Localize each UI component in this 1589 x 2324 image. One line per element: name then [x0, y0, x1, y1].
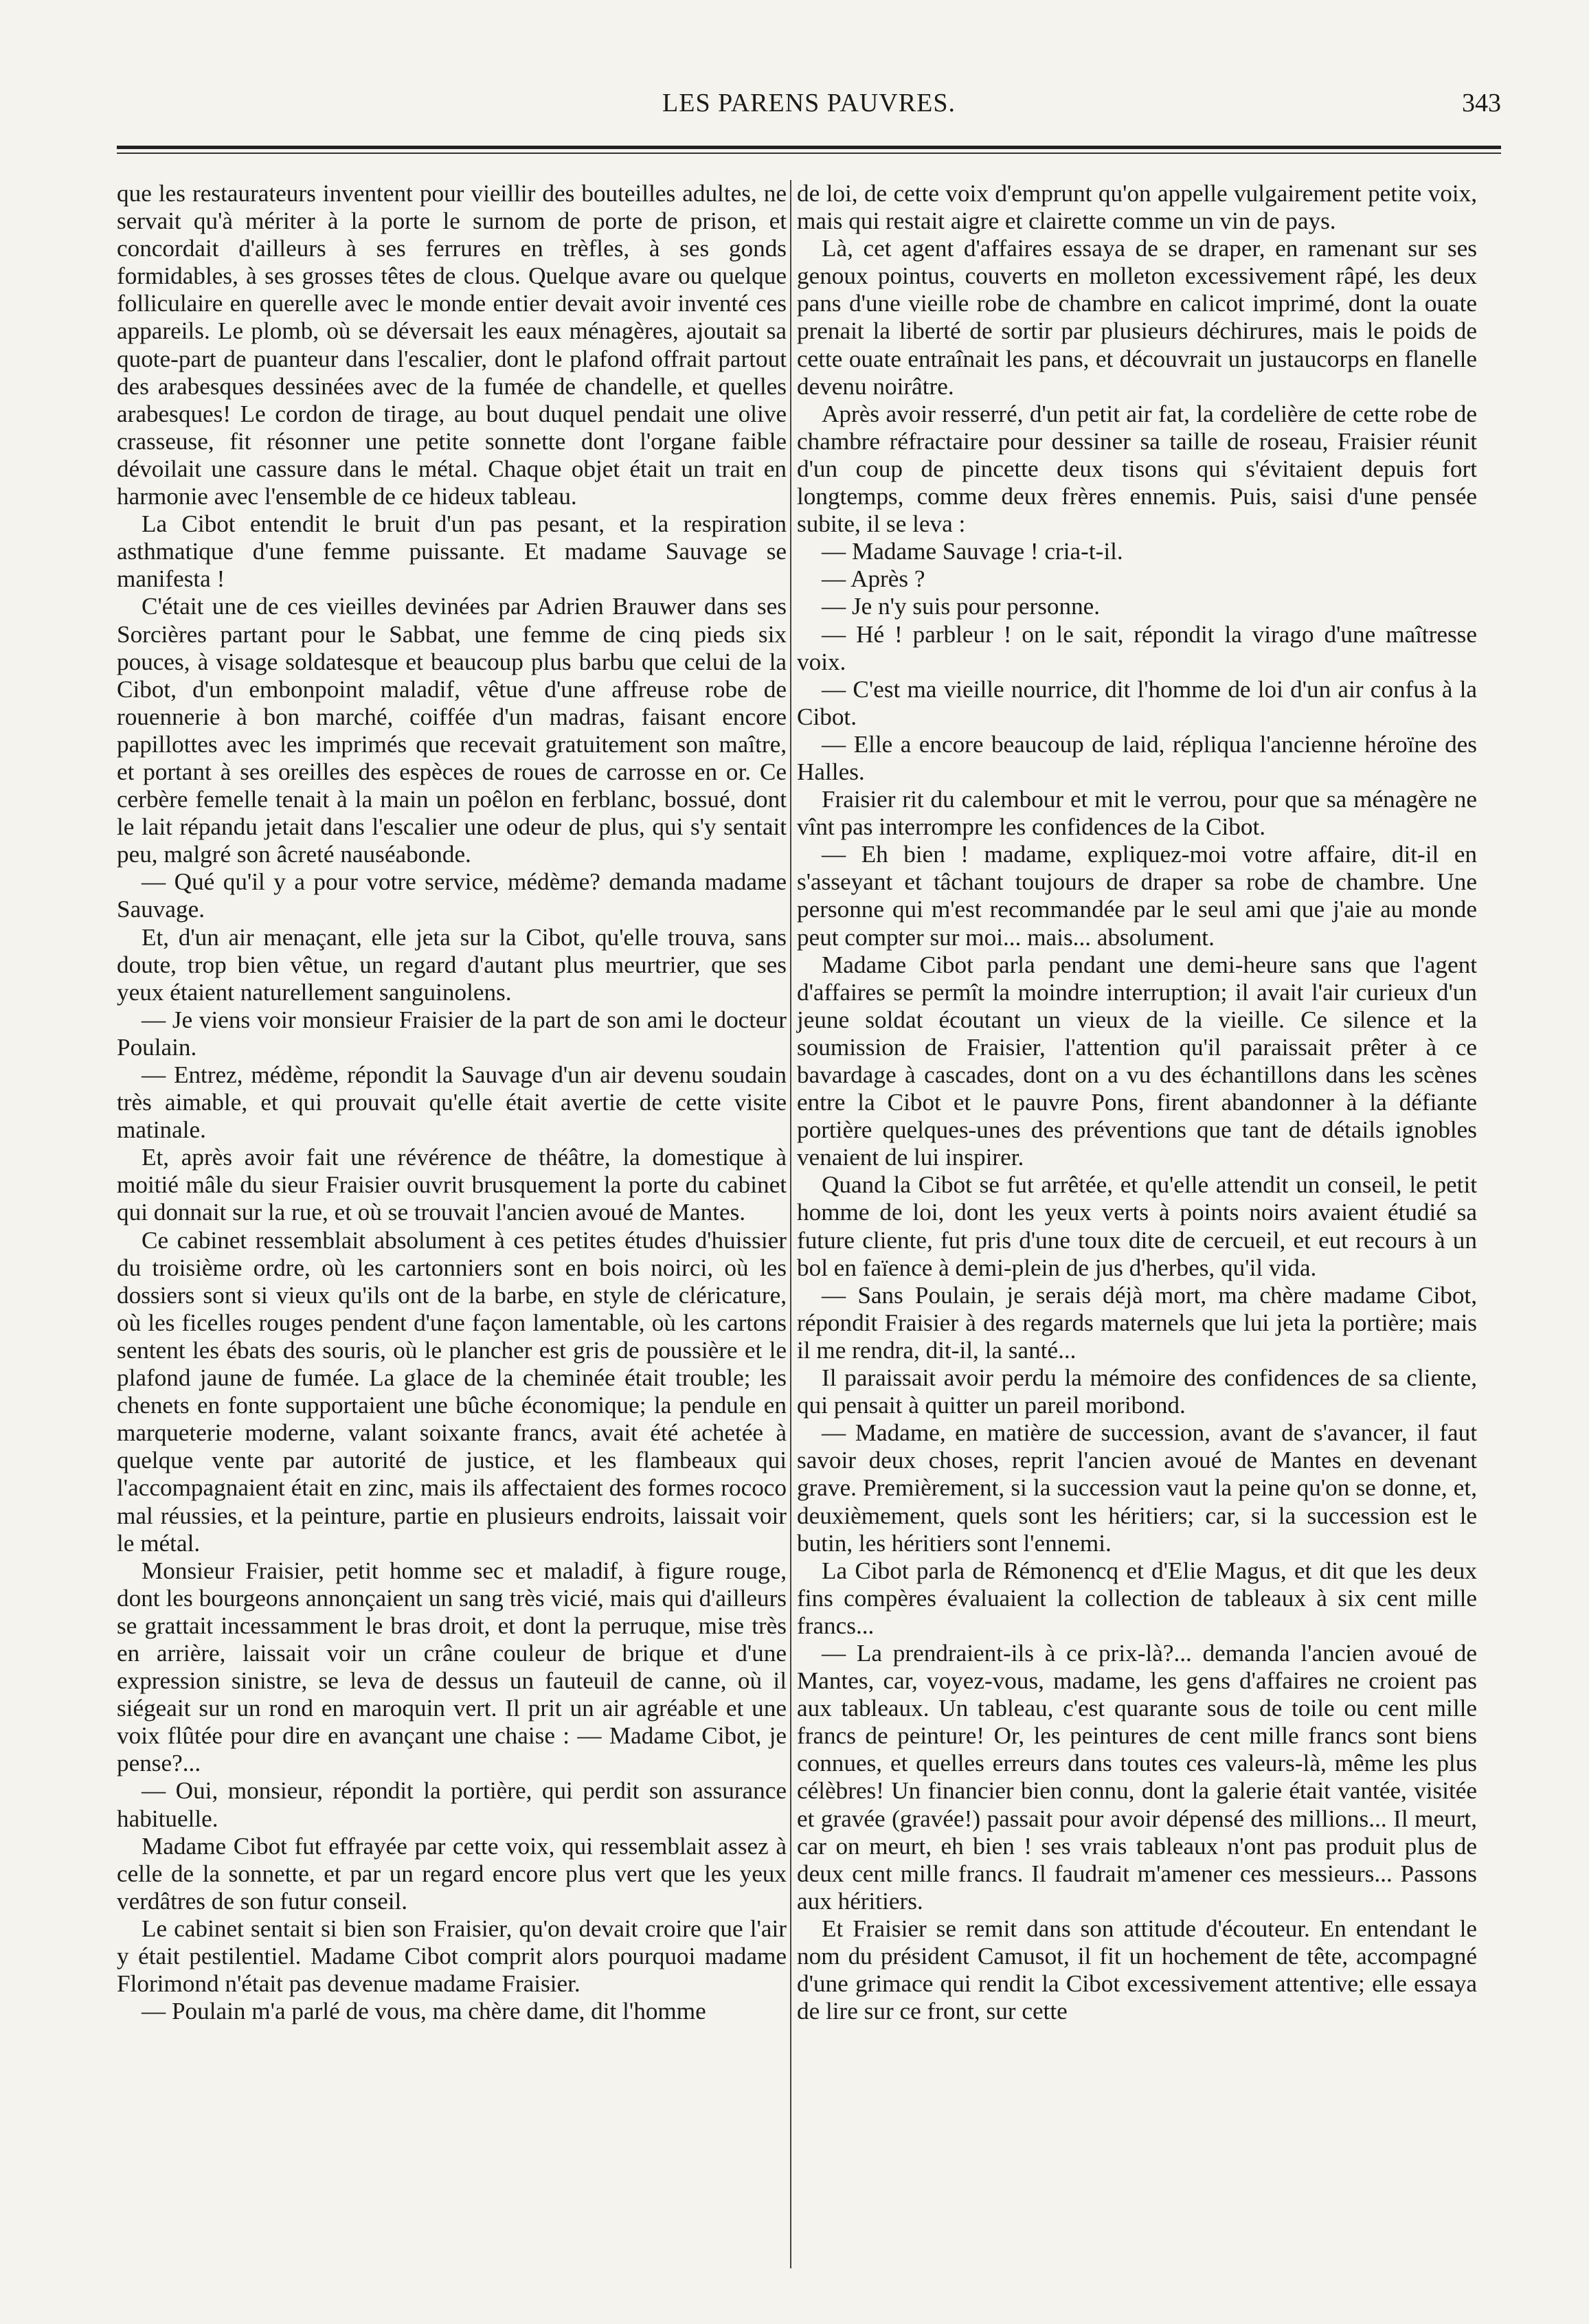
- paragraph: — Je viens voir monsieur Fraisier de la part de son ami le docteur Poulain.: [117, 1006, 787, 1061]
- paragraph: Quand la Cibot se fut arrêtée, et qu'elle attendit un conseil, le petit homme de loi, dont les yeux verts à points noirs avaient étudié sa future cliente, fut pris d'une toux dite de cercueil, et eut recours à un bol en faïence à demi-plein de jus d'herbes, qu'il vida.: [797, 1171, 1477, 1281]
- paragraph: de loi, de cette voix d'emprunt qu'on appelle vulgairement petite voix, mais qui restait aigre et clairette comme un vin de pays.: [797, 180, 1477, 235]
- paragraph: Le cabinet sentait si bien son Fraisier, qu'on devait croire que l'air y était pestilentiel. Madame Cibot comprit alors pourquoi madame Florimond n'était pas devenue madame Fraisier.: [117, 1915, 787, 1998]
- paragraph: Après avoir resserré, d'un petit air fat, la cordelière de cette robe de chambre réfractaire pour dessiner sa taille de roseau, Fraisier réunit d'un coup de pincette deux tisons qui s'évitaient depuis fort longtemps, comme deux frères ennemis. Puis, saisi d'une pensée subite, il se leva :: [797, 400, 1477, 538]
- paragraph: — Elle a encore beaucoup de laid, répliqua l'ancienne héroïne des Halles.: [797, 730, 1477, 785]
- paragraph: — Sans Poulain, je serais déjà mort, ma chère madame Cibot, répondit Fraisier à des regards maternels que lui jeta la portière; mais il me rendra, dit-il, la santé...: [797, 1281, 1477, 1364]
- paragraph: — Poulain m'a parlé de vous, ma chère dame, dit l'homme: [142, 1998, 706, 2025]
- paragraph: Monsieur Fraisier, petit homme sec et maladif, à figure rouge, dont les bourgeons annonçaient un sang très vicié, mais qui d'ailleurs se grattait incessamment le bras droit, et dont la perruque, mise très en arrière, laissait voir un crâne couleur de brique et d'une expression sinistre, se leva de dessus un fauteuil de canne, où il siégeait sur un rond en maroquin vert. Il prit un air agréable et une voix flûtée pour dire en avançant une chaise : — Madame Cibot, je pense?...: [117, 1557, 787, 1777]
- page-header: [117, 82, 1501, 124]
- paragraph: — Madame Sauvage ! cria-t-il.: [822, 538, 1123, 565]
- paragraph: Ce cabinet ressemblait absolument à ces petites études d'huissier du troisième ordre, où les cartonniers sont en bois noirci, où les dossiers sont si vieux qu'ils ont de la barbe, en style de cléricature, où les ficelles rouges pendent d'une façon lamentable, où les cartons sentent les ébats des souris, où le plancher est gris de poussière et le plafond jaune de fumée. La glace de la cheminée était trouble; les chenets en fonte supportaient une bûche économique; la pendule en marqueterie moderne, valant soixante francs, avait été achetée à quelque vente par autorité de justice, et les flambeaux qui l'accompagnaient était en zinc, mais ils affectaient des formes rococo mal réussies, et la peinture, partie en plusieurs endroits, laissait voir le métal.: [117, 1226, 787, 1557]
- paragraph: — C'est ma vieille nourrice, dit l'homme de loi d'un air confus à la Cibot.: [797, 675, 1477, 730]
- right-column: [797, 180, 1477, 2025]
- paragraph: Il paraissait avoir perdu la mémoire des confidences de sa cliente, qui pensait à quitter un pareil moribond.: [797, 1364, 1477, 1419]
- paragraph: — Eh bien ! madame, expliquez-moi votre affaire, dit-il en s'asseyant et tâchant toujours de draper sa robe de chambre. Une personne qui m'est recommandée par le seul ami que j'aie au monde peut compter sur moi... mais... absolument.: [797, 841, 1477, 951]
- running-title: LES PARENS PAUVRES.: [662, 89, 956, 117]
- paragraph: La Cibot parla de Rémonencq et d'Elie Magus, et dit que les deux fins compères évaluaient la collection de tableaux à six cent mille francs...: [797, 1557, 1477, 1639]
- page-number: 343: [1462, 89, 1501, 117]
- paragraph: — Qué qu'il y a pour votre service, médème? demanda madame Sauvage.: [117, 868, 787, 923]
- paragraph: — Madame, en matière de succession, avant de s'avancer, il faut savoir deux choses, reprit l'ancien avoué de Mantes en devenant grave. Premièrement, si la succession vaut la peine qu'on se donne, et, deuxièmement, quels sont les héritiers; car, si la succession est le butin, les héritiers sont l'ennemi.: [797, 1419, 1477, 1557]
- paragraph: Et, d'un air menaçant, elle jeta sur la Cibot, qu'elle trouva, sans doute, trop bien vêtue, un regard d'autant plus meurtrier, que ses yeux étaient naturellement sanguinolens.: [117, 923, 787, 1006]
- left-column: [117, 180, 787, 2025]
- paragraph: — Je n'y suis pour personne.: [822, 593, 1101, 620]
- column-divider: [790, 180, 791, 2268]
- paragraph: — Oui, monsieur, répondit la portière, qui perdit son assurance habituelle.: [117, 1777, 787, 1832]
- paragraph: que les restaurateurs inventent pour vieillir des bouteilles adultes, ne servait qu'à mériter à la porte le surnom de porte de prison, et concordait d'ailleurs à ses ferrures en trèfles, à ses gonds formidables, à ses grosses têtes de clous. Quelque avare ou quelque folliculaire en querelle avec le monde entier devait avoir inventé ces appareils. Le plomb, où se déversait les eaux ménagères, ajoutait sa quote-part de puanteur dans l'escalier, dont le plafond offrait partout des arabesques dessinées avec de la fumée de chandelle, et quelles arabesques! Le cordon de tirage, au bout duquel pendait une olive crasseuse, fit résonner une petite sonnette dont l'organe faible dévoilait une cassure dans le métal. Chaque objet était un trait en harmonie avec l'ensemble de ce hideux tableau.: [117, 180, 787, 510]
- paragraph: — Après ?: [822, 565, 925, 593]
- paragraph: Et, après avoir fait une révérence de théâtre, la domestique à moitié mâle du sieur Fraisier ouvrit brusquement la porte du cabinet qui donnait sur la rue, et où se trouvait l'ancien avoué de Mantes.: [117, 1144, 787, 1226]
- paragraph: La Cibot entendit le bruit d'un pas pesant, et la respiration asthmatique d'une femme puissante. Et madame Sauvage se manifesta !: [117, 510, 787, 593]
- header-rule-thin: [117, 153, 1501, 154]
- paragraph: Là, cet agent d'affaires essaya de se draper, en ramenant sur ses genoux pointus, couverts en molleton excessivement râpé, les deux pans d'une vieille robe de chambre en calicot imprimé, dont la ouate prenait la liberté de sortir par plusieurs déchirures, mais le poids de cette ouate entraînait les pans, et découvrait un justaucorps en flanelle devenu noirâtre.: [797, 235, 1477, 400]
- paragraph: — La prendraient-ils à ce prix-là?... demanda l'ancien avoué de Mantes, car, voyez-vous, madame, les gens d'affaires ne croient pas aux tableaux. Un tableau, c'est quarante sous de toile ou cent mille francs de peinture! Or, les peintures de cent mille francs sont biens connues, et quelles erreurs dans toutes ces valeurs-là, même les plus célèbres! Un financier bien connu, dont la galerie était vantée, visitée et gravée (gravée!) passait pour avoir dépensé des millions... Il meurt, car on meurt, eh bien ! ses vrais tableaux n'ont pas produit plus de deux cent mille francs. Il faudrait m'amener ces messieurs... Passons aux héritiers.: [797, 1639, 1477, 1915]
- paragraph: — Entrez, médème, répondit la Sauvage d'un air devenu soudain très aimable, et qui prouvait qu'elle était avertie de cette visite matinale.: [117, 1061, 787, 1144]
- paragraph: — Hé ! parbleur ! on le sait, répondit la virago d'une maîtresse voix.: [797, 620, 1477, 675]
- paragraph: Et Fraisier se remit dans son attitude d'écouteur. En entendant le nom du président Camusot, il fit un hochement de tête, accompagné d'une grimace qui rendit la Cibot excessivement attentive; elle essaya de lire sur ce front, sur cette: [797, 1915, 1477, 2025]
- header-rule-thick: [117, 146, 1501, 149]
- paragraph: C'était une de ces vieilles devinées par Adrien Brauwer dans ses Sorcières partant pour le Sabbat, une femme de cinq pieds six pouces, à visage soldatesque et beaucoup plus barbu que celui de la Cibot, d'un embonpoint maladif, vêtue d'une affreuse robe de rouennerie à bon marché, coiffée d'un madras, faisant encore papillottes avec les imprimés que recevait gratuitement son maître, et portant à ses oreilles des espèces de roues de carrosse en or. Ce cerbère femelle tenait à la main un poêlon en ferblanc, bossué, dont le lait répandu jetait dans l'escalier une odeur de plus, qui s'y sentait peu, malgré son âcreté nauséabonde.: [117, 593, 787, 868]
- paragraph: Madame Cibot fut effrayée par cette voix, qui ressemblait assez à celle de la sonnette, et par un regard encore plus vert que les yeux verdâtres de son futur conseil.: [117, 1832, 787, 1915]
- paragraph: Fraisier rit du calembour et mit le verrou, pour que sa ménagère ne vînt pas interrompre les confidences de la Cibot.: [797, 786, 1477, 841]
- paragraph: Madame Cibot parla pendant une demi-heure sans que l'agent d'affaires se permît la moindre interruption; il avait l'air curieux d'un jeune soldat écoutant un vieux de la vieille. Ce silence et la soumission de Fraisier, l'attention qu'il paraissait prêter à ce bavardage à cascades, dont on a vu des échantillons dans les scènes entre la Cibot et le pauvre Pons, firent abandonner à la défiante portière quelques-unes des préventions que tant de détails ignobles venaient de lui inspirer.: [797, 951, 1477, 1171]
